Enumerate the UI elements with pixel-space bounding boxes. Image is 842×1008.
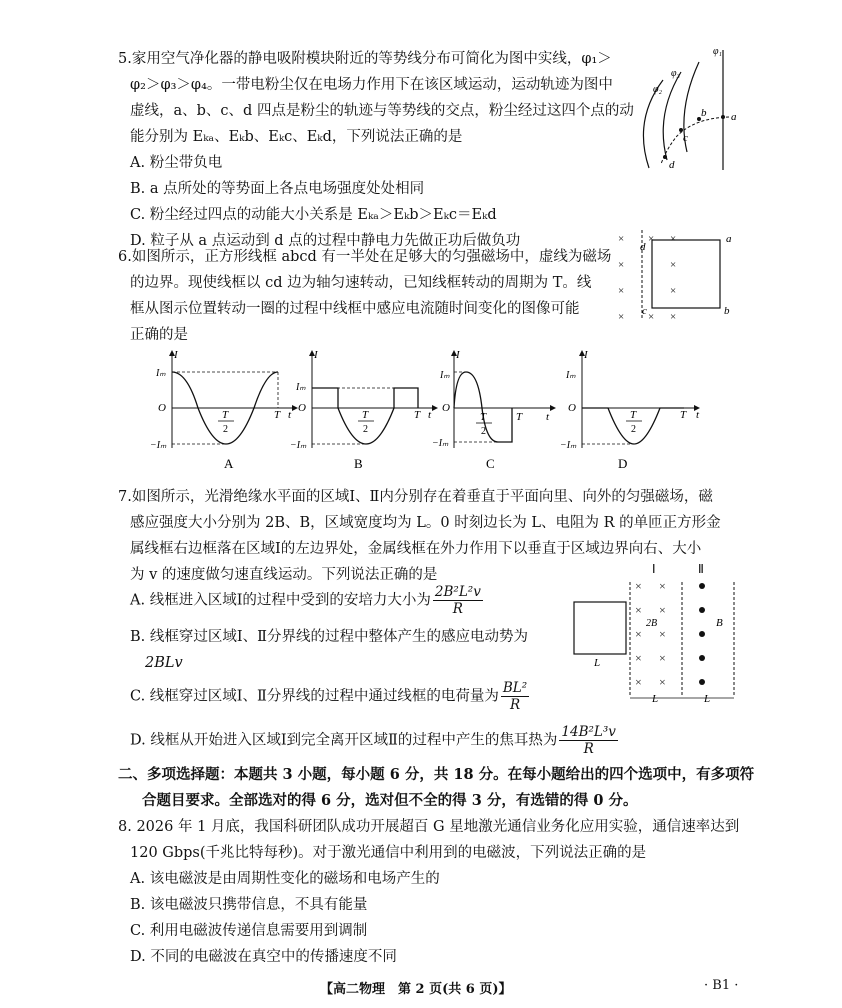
graph-b-i-label: I — [314, 349, 318, 361]
svg-text:×: × — [648, 233, 655, 245]
q7-field-regions-figure — [568, 560, 748, 710]
graph-a-half-t: T — [222, 409, 229, 421]
q7-fig-l-region2: L — [704, 693, 711, 705]
q6-loop-figure — [612, 228, 737, 323]
q7-option-b-line2: 2BLv — [145, 655, 183, 671]
graph-d-origin: O — [568, 402, 576, 414]
q7-option-c-num: BL² — [502, 680, 528, 696]
q7-fig-l-square: L — [594, 657, 601, 669]
svg-text:×: × — [635, 675, 642, 689]
svg-text:×: × — [659, 603, 666, 617]
q7-option-c-text: C. 线框穿过区域Ⅰ、Ⅱ分界线的过程中通过线框的电荷量为 — [130, 688, 499, 705]
q7-option-a-text: A. 线框进入区域Ⅰ的过程中受到的安培力大小为 — [130, 592, 431, 609]
svg-text:×: × — [659, 675, 666, 689]
graph-a-neg-im: −Iₘ — [150, 440, 167, 451]
graph-c-i-label: I — [456, 349, 460, 361]
graph-b-neg-im: −Iₘ — [290, 440, 307, 451]
svg-text:×: × — [618, 233, 625, 245]
q7-option-c-den: R — [509, 697, 521, 713]
q6-line1: 6.如图所示，正方形线框 abcd 有一半处在足够大的匀强磁场中，虚线为磁场 — [118, 249, 612, 265]
q5-fig-b: b — [701, 107, 707, 119]
q7-option-c-fraction — [501, 680, 529, 713]
svg-text:×: × — [635, 627, 642, 641]
q6-line2: 的边界。现使线框以 cd 边为轴匀速转动，已知线框转动的周期为 T。线 — [130, 275, 592, 291]
svg-text:×: × — [635, 651, 642, 665]
q7-line2: 感应强度大小分别为 2B、B，区域宽度均为 L。0 时刻边长为 L、电阻为 R 的单匝正方形金 — [130, 515, 721, 531]
q5-fig-a: a — [731, 111, 737, 123]
svg-text:×: × — [659, 627, 666, 641]
q8-option-a: A. 该电磁波是由周期性变化的磁场和电场产生的 — [130, 871, 440, 887]
q6-graph-c — [428, 348, 578, 474]
svg-text:×: × — [635, 579, 642, 593]
svg-text:×: × — [648, 311, 655, 323]
graph-b-half-den: 2 — [363, 424, 368, 435]
graph-b-caption: B — [354, 456, 363, 471]
q7-line3: 属线框右边框落在区域Ⅰ的左边界处，金属线框在外力作用下以垂直于区域边界向右、大小 — [130, 541, 702, 557]
q7-option-a-fraction — [433, 584, 483, 617]
svg-text:×: × — [659, 579, 666, 593]
svg-text:×: × — [618, 259, 625, 271]
section2-heading-line1: 二、多项选择题：本题共 3 小题，每小题 6 分，共 18 分。在每小题给出的四个选项中，有多项符 — [118, 766, 755, 783]
q5-fig-phi2: φ₂ — [653, 84, 663, 95]
graph-d-half-den: 2 — [631, 424, 636, 435]
graph-d-neg-im: −Iₘ — [560, 440, 577, 451]
q7-fig-2b: 2B — [646, 618, 658, 629]
graph-b-half-t: T — [362, 409, 369, 421]
graph-d-t-axis: t — [696, 409, 700, 421]
q7-option-d-text: D. 线框从开始进入区域Ⅰ到完全离开区域Ⅱ的过程中产生的焦耳热为 — [130, 732, 558, 749]
q7-option-a — [130, 584, 485, 617]
svg-text:×: × — [670, 311, 677, 323]
graph-c-half-t: T — [480, 411, 487, 423]
q5-option-b: B. a 点所处的等势面上各点电场强度处处相同 — [130, 181, 425, 197]
q5-fig-phi3: φ₃ — [671, 68, 681, 79]
graph-d-caption: D — [618, 456, 628, 471]
q5-fig-d: d — [669, 159, 675, 171]
q6-graph-d — [560, 348, 710, 474]
graph-a-caption: A — [224, 456, 234, 471]
graph-c-caption: C — [486, 456, 495, 471]
q6-line4: 正确的是 — [130, 327, 188, 343]
graph-b-t-axis: t — [428, 409, 432, 421]
graph-a-origin: O — [158, 402, 166, 414]
graph-c-period: T — [516, 411, 523, 423]
graph-c-half-den: 2 — [481, 426, 486, 437]
q5-fig-c: c — [683, 132, 688, 144]
graph-b-period: T — [414, 409, 421, 421]
graph-a-period: T — [274, 409, 281, 421]
q6-fig-d: d — [640, 241, 646, 253]
q7-option-d — [130, 724, 620, 757]
q7-fig-l-region1: L — [652, 693, 659, 705]
q7-option-a-num: 2B²L²v — [434, 584, 481, 600]
q8-line1: 8. 2026 年 1 月底，我国科研团队成功开展超百 G 星地激光通信业务化应用实验，通信速率达到 — [118, 819, 740, 835]
svg-text:×: × — [618, 285, 625, 297]
q7-option-d-fraction — [559, 724, 618, 757]
graph-c-origin: O — [442, 402, 450, 414]
svg-text:×: × — [659, 651, 666, 665]
q5-line1: 5.家用空气净化器的静电吸附模块附近的等势线分布可简化为图中实线，φ₁＞ — [118, 51, 612, 67]
q7-fig-region1: Ⅰ — [652, 562, 656, 576]
q5-line2: φ₂＞φ₃＞φ₄。一带电粉尘仅在电场力作用下在该区域运动，运动轨迹为图中 — [130, 77, 613, 93]
q7-line1: 7.如图所示，光滑绝缘水平面的区域Ⅰ、Ⅱ内分别存在着垂直于平面向里、向外的匀强磁场，磁 — [118, 489, 713, 505]
q7-fig-b: B — [716, 617, 723, 629]
svg-text:×: × — [670, 259, 677, 271]
q5-line3: 虚线，a、b、c、d 四点是粉尘的轨迹与等势线的交点，粉尘经过这四个点的动 — [130, 103, 634, 119]
q5-line4: 能分别为 Eₖₐ、Eₖb、Eₖc、Eₖd，下列说法正确的是 — [130, 129, 463, 145]
q6-fig-a: a — [726, 233, 732, 245]
q7-option-c — [130, 680, 531, 713]
q6-graph-b — [290, 348, 440, 474]
graph-d-im: Iₘ — [566, 370, 576, 381]
graph-a-t-axis: t — [288, 409, 292, 421]
q7-option-d-den: R — [583, 741, 594, 757]
svg-text:×: × — [618, 311, 625, 323]
q5-option-c: C. 粉尘经过四点的动能大小关系是 Eₖₐ＞Eₖb＞Eₖc＝Eₖd — [130, 207, 497, 223]
q6-graph-a — [150, 348, 300, 474]
q7-option-d-num: 14B²L³v — [561, 724, 616, 740]
graph-c-neg-im: −Iₘ — [432, 438, 449, 449]
q6-line3: 框从图示位置转动一圈的过程中线框中感应电流随时间变化的图像可能 — [130, 301, 580, 317]
svg-text:×: × — [670, 233, 677, 245]
q6-fig-c: c — [642, 305, 647, 317]
q5-fig-phi1: φ₁ — [713, 46, 723, 57]
q7-option-a-den: R — [452, 601, 463, 617]
q7-line4: 为 v 的速度做匀速直线运动。下列说法正确的是 — [130, 567, 438, 583]
graph-a-im: Iₘ — [156, 368, 166, 379]
graph-c-t-axis: t — [546, 411, 550, 423]
graph-b-im: Iₘ — [296, 382, 306, 393]
q7-fig-region2: Ⅱ — [698, 562, 704, 576]
q8-option-d: D. 不同的电磁波在真空中的传播速度不同 — [130, 949, 397, 965]
graph-a-i-label: I — [174, 349, 178, 361]
q8-line2: 120 Gbps(千兆比特每秒)。对于激光通信中利用到的电磁波，下列说法正确的是 — [130, 845, 647, 861]
q8-option-b: B. 该电磁波只携带信息，不具有能量 — [130, 897, 368, 913]
q5-equipotential-figure — [625, 40, 745, 175]
q6-fig-b: b — [724, 305, 730, 317]
svg-text:×: × — [635, 603, 642, 617]
q5-option-d: D. 粒子从 a 点运动到 d 点的过程中静电力先做正功后做负功 — [130, 233, 521, 249]
graph-d-period: T — [680, 409, 687, 421]
footer-code: · B1 · — [704, 978, 739, 993]
q7-option-b-line1: B. 线框穿过区域Ⅰ、Ⅱ分界线的过程中整体产生的感应电动势为 — [130, 629, 528, 645]
graph-d-half-t: T — [630, 409, 637, 421]
q5-option-a: A. 粉尘带负电 — [130, 155, 223, 171]
svg-text:×: × — [670, 285, 677, 297]
graph-d-i-label: I — [584, 349, 588, 361]
graph-a-half-den: 2 — [223, 424, 228, 435]
graph-b-origin: O — [298, 402, 306, 414]
graph-c-im: Iₘ — [440, 370, 450, 381]
q8-option-c: C. 利用电磁波传递信息需要用到调制 — [130, 923, 368, 939]
section2-heading-line2: 合题目要求。全部选对的得 6 分，选对但不全的得 3 分，有选错的得 0 分。 — [142, 792, 638, 809]
footer-page-info: 【高二物理 第 2 页(共 6 页)】 — [320, 982, 512, 997]
